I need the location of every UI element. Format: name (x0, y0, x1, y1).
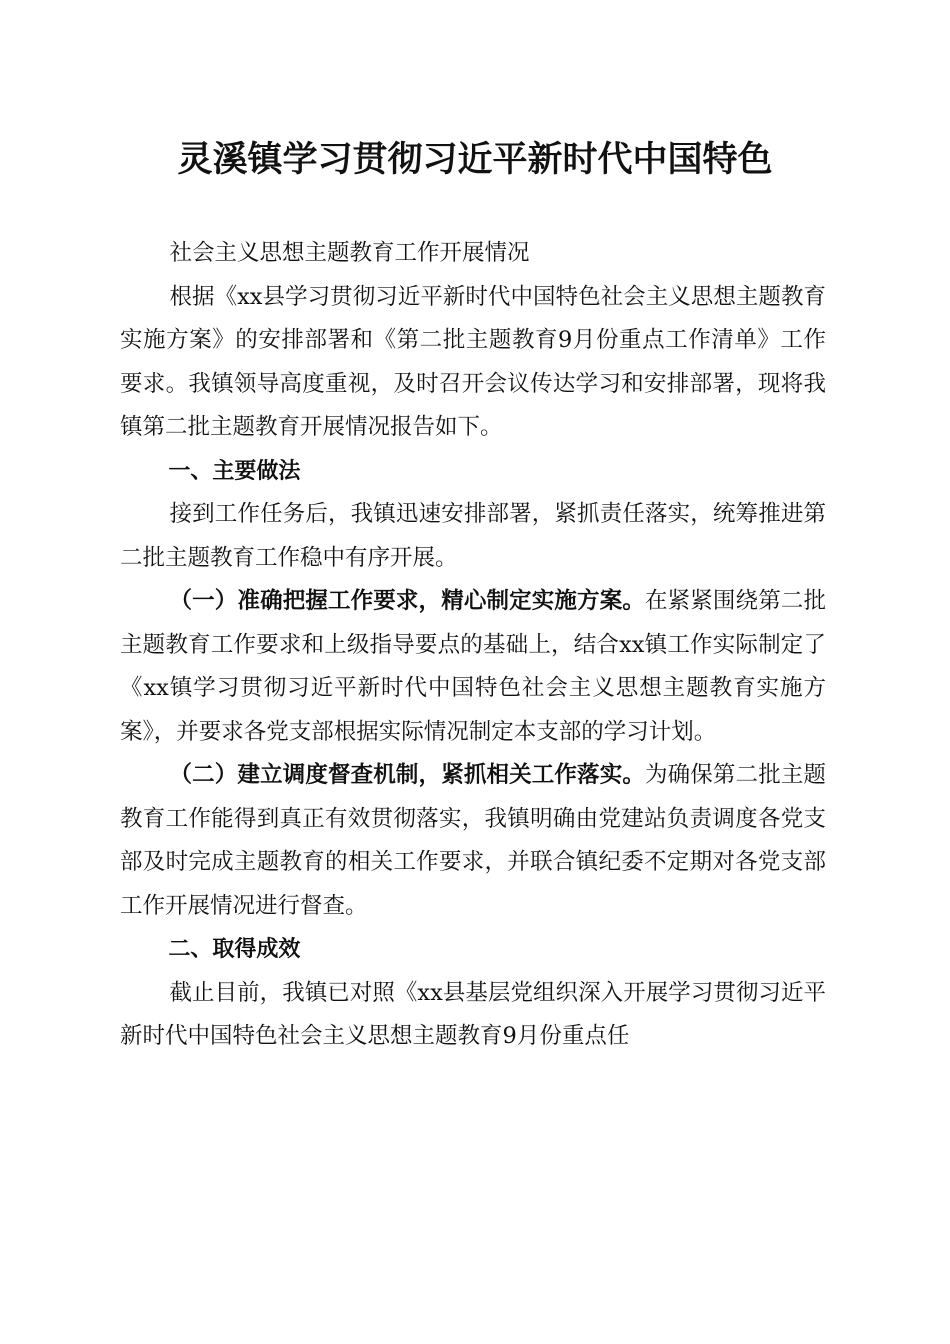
item1-body: 在紧紧围绕第二批主题教育工作要求和上级指导要点的基础上，结合xx镇工作实际制定了《xx镇学习贯彻习近平新时代中国特色社会主义思想主题教育实施方案》，并要求各党支部根据实际情况制定本支部的学习计划。 (120, 588, 826, 745)
item1-lead: （一）准确把握工作要求，精心制定实施方案。 (169, 588, 645, 614)
item2-paragraph (120, 754, 826, 928)
document-body (120, 232, 826, 1059)
section-heading-results: 二、取得成效 (168, 937, 301, 962)
section2-intro-paragraph: 截止目前，我镇已对照《xx县基层党组织深入开展学习贯彻习近平新时代中国特色社会主义思想主题教育9月份重点任 (120, 979, 826, 1049)
section-heading-main-practices: 一、主要做法 (168, 458, 301, 484)
item2-body: 为确保第二批主题教育工作能得到真正有效贯彻落实，我镇明确由党建站负责调度各党支部及时完成主题教育的相关工作要求，并联合镇纪委不定期对各党支部工作开展情况进行督查。 (120, 762, 826, 919)
section1-intro-paragraph: 接到工作任务后，我镇迅速安排部署，紧抓责任落实，统筹推进第二批主题教育工作稳中有序开展。 (120, 501, 826, 571)
document-title: 灵溪镇学习贯彻习近平新时代中国特色 (177, 139, 773, 180)
item1-paragraph (120, 580, 826, 754)
document-subtitle: 社会主义思想主题教育工作开展情况 (169, 240, 530, 266)
item2-lead: （二）建立调度督查机制，紧抓相关工作落实。 (169, 762, 645, 788)
intro-paragraph: 根据《xx县学习贯彻习近平新时代中国特色社会主义思想主题教育实施方案》的安排部署和《第二批主题教育9月份重点工作清单》工作要求。我镇领导高度重视，及时召开会议传达学习和安排部署，现将我镇第二批主题教育开展情况报告如下。 (120, 283, 826, 440)
